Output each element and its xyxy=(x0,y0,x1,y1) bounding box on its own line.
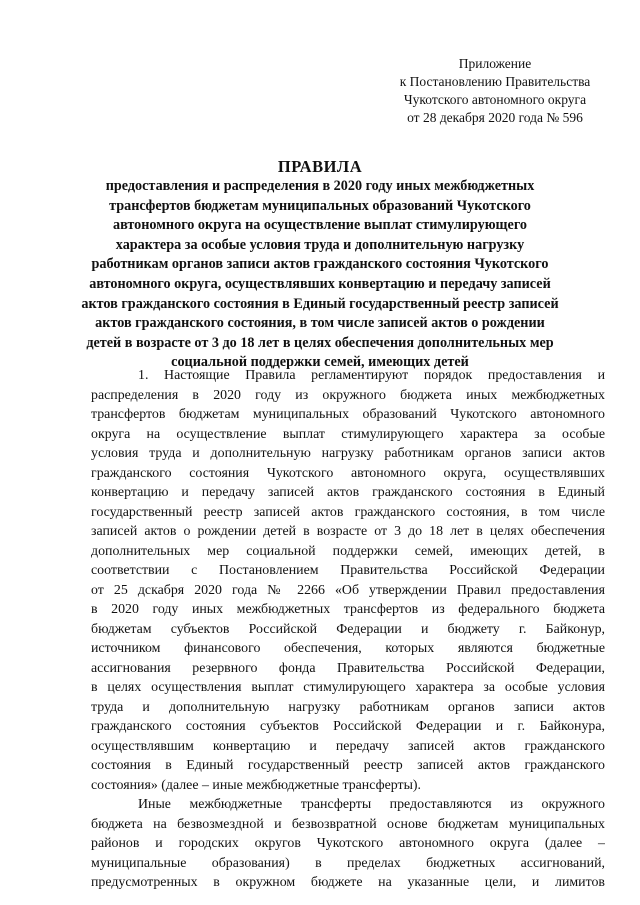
paragraph-line: государственный реестр записей актов гражданского состояния, в том числе xyxy=(91,504,605,520)
paragraph-line: от 25 дскабря 2020 года № 2266 «Об утверждении Правил предоставления xyxy=(91,582,605,598)
paragraph-line: в 2020 году иных межбюджетных трансфертов из федерального бюджета xyxy=(91,602,605,617)
subtitle-line: социальной поддержки семей, имеющих детей xyxy=(171,354,469,371)
subtitle-line: работникам органов записи актов гражданского состояния Чукотского xyxy=(91,256,549,273)
appendix-line: от 28 декабря 2020 года № 596 xyxy=(407,110,583,125)
paragraph-line: состояния в Единый государственный реестр записей актов гражданского xyxy=(91,758,605,773)
paragraph-line: 1. Настоящие Правила регламентируют порядок предоставления и xyxy=(138,368,605,383)
subtitle-line: детей в возрасте от 3 до 18 лет в целях обеспечения дополнительных мер xyxy=(86,334,554,351)
paragraph-line: труда и дополнительную нагрузку работникам органов записи актов xyxy=(91,699,605,715)
paragraph-line: муниципальные образования) в пределах бюджетных ассигнований, xyxy=(91,855,605,871)
document-subtitle xyxy=(80,177,560,373)
paragraph-line: бюджета на безвозмездной и безвозвратной основе бюджетам муниципальных xyxy=(91,816,605,832)
subtitle-line: предоставления и распределения в 2020 году иных межбюджетных xyxy=(105,178,535,194)
paragraph-line: гражданского состояния субъектов Российской Федерации и г. Байконура, xyxy=(91,719,605,734)
paragraph-line: округа на осуществление выплат стимулирующего характера за особые xyxy=(91,426,605,442)
paragraph-line: осуществлявшим конвертацию и передачу записей актов гражданского xyxy=(91,738,605,754)
paragraph-line: условия труда и дополнительную нагрузку работникам органов записи актов xyxy=(91,446,605,461)
paragraph-line: бюджетам субъектов Российской Федерации и бюджету г. Байконур, xyxy=(91,621,605,637)
subtitle-line: актов гражданского состояния, в том числе записей актов о рождении xyxy=(95,315,545,332)
paragraph-line: записей актов о рождении детей в возрасте от 3 до 18 лет в целях обеспечения xyxy=(91,524,605,539)
paragraph-line: ассигнования резервного фонда Правительства Российской Федерации, xyxy=(91,660,605,676)
paragraph-2 xyxy=(91,795,605,893)
paragraph-line: гражданского состояния Чукотского автономного округа, осуществлявших xyxy=(91,465,605,481)
paragraph-1 xyxy=(91,366,605,795)
appendix-line: Приложение xyxy=(458,56,532,71)
paragraph-line: распределения в 2020 году из окружного бюджета иных межбюджетных xyxy=(91,387,605,403)
document-body xyxy=(91,366,605,893)
paragraph-line: трансфертов бюджетам муниципальных образований Чукотского автономного xyxy=(91,407,605,422)
paragraph-line: конвертацию и передачу записей актов гражданского состояния в Единый xyxy=(91,485,605,500)
paragraph-line: предусмотренных в окружном бюджете на указанные цели, и лимитов xyxy=(91,875,605,890)
paragraph-line: Иные межбюджетные трансферты предоставляются из окружного xyxy=(138,797,605,812)
subtitle-line: автономного округа на осуществление выплат стимулирующего xyxy=(112,217,528,234)
paragraph-line: в целях осуществления выплат стимулирующего характера за особые условия xyxy=(91,680,605,695)
subtitle-line: характера за особые условия труда и дополнительную нагрузку xyxy=(115,236,525,253)
paragraph-line: источником финансового обеспечения, которых являются бюджетные xyxy=(91,641,605,656)
document-title: ПРАВИЛА xyxy=(277,157,363,176)
paragraph-line: районов и городских округов Чукотского автономного округа (далее – xyxy=(91,836,605,851)
appendix-line: к Постановлению Правительства xyxy=(399,74,591,89)
subtitle-line: трансфертов бюджетам муниципальных образований Чукотского xyxy=(109,197,531,214)
paragraph-line: состояния» (далее – иные межбюджетные трансферты). xyxy=(91,777,422,793)
subtitle-line: автономного округа, осуществлявших конвертацию и передачу записей xyxy=(89,275,551,292)
paragraph-line: соответствии с Постановлением Правительства Российской Федерации xyxy=(91,563,605,578)
paragraph-line: дополнительных мер социальной поддержки семей, имеющих детей, в xyxy=(91,543,605,559)
appendix-block xyxy=(380,55,610,127)
appendix-line: Чукотского автономного округа xyxy=(403,92,587,107)
subtitle-line: актов гражданского состояния в Единый государственный реестр записей xyxy=(81,295,559,312)
